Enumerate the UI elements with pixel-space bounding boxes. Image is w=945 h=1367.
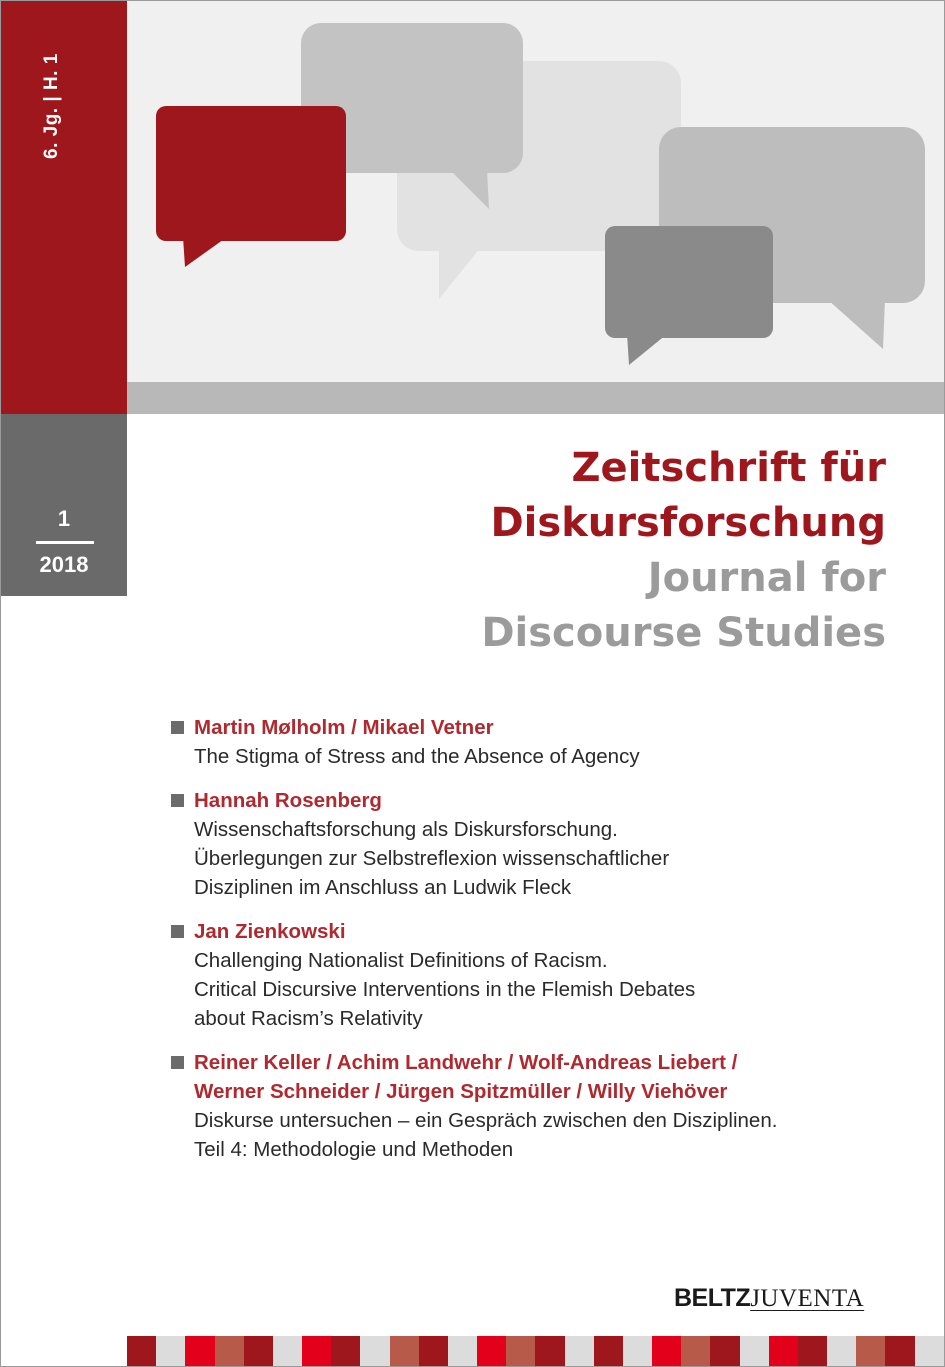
strip-block: [185, 1336, 214, 1366]
volume-label: 6. Jg. | H. 1: [41, 53, 62, 159]
entry-title: The Stigma of Stress and the Absence of Agency: [194, 745, 640, 768]
publisher-logo: [674, 1284, 864, 1314]
table-of-contents: [171, 713, 871, 1179]
strip-block: [885, 1336, 914, 1366]
strip-block: [740, 1336, 769, 1366]
strip-block: [419, 1336, 448, 1366]
strip-block: [535, 1336, 564, 1366]
color-block-strip: [127, 1336, 944, 1366]
entry-authors: Hannah Rosenberg: [194, 789, 382, 812]
strip-block: [769, 1336, 798, 1366]
strip-block: [127, 1336, 156, 1366]
title-english-line2: Discourse Studies: [481, 610, 886, 656]
title-english-line1: Journal for: [647, 555, 886, 601]
strip-block: [506, 1336, 535, 1366]
issue-number: 1: [57, 506, 71, 531]
entry-title: about Racism’s Relativity: [194, 1007, 423, 1030]
strip-block: [681, 1336, 710, 1366]
title-german-line1: Zeitschrift für: [571, 445, 886, 491]
publisher-name-serif: JUVENTA: [750, 1285, 865, 1312]
strip-block: [652, 1336, 681, 1366]
strip-block: [215, 1336, 244, 1366]
issue-year: 2018: [39, 552, 89, 577]
spine-top: [1, 1, 127, 414]
strip-block: [565, 1336, 594, 1366]
strip-block: [244, 1336, 273, 1366]
strip-block: [360, 1336, 389, 1366]
strip-block: [331, 1336, 360, 1366]
strip-block: [915, 1336, 944, 1366]
speech-bubble-dark-icon: [605, 226, 773, 365]
entry-title: Disziplinen im Anschluss an Ludwik Fleck: [194, 876, 572, 899]
entry-authors: Jan Zienkowski: [194, 920, 346, 943]
strip-block: [156, 1336, 185, 1366]
bullet-square-icon: [171, 794, 184, 807]
strip-block: [302, 1336, 331, 1366]
speech-bubble-red-icon: [156, 106, 346, 267]
issue-divider: [36, 541, 94, 544]
strip-block: [710, 1336, 739, 1366]
entry-title: Diskurse untersuchen – ein Gespräch zwischen den Disziplinen.: [194, 1109, 778, 1132]
bullet-square-icon: [171, 1056, 184, 1069]
bullet-square-icon: [171, 721, 184, 734]
speech-bubbles-icon: [127, 1, 944, 382]
strip-block: [477, 1336, 506, 1366]
entry-authors: Martin Mølholm / Mikael Vetner: [194, 716, 494, 739]
entry-title: Teil 4: Methodologie und Methoden: [194, 1138, 514, 1161]
entry-authors: Werner Schneider / Jürgen Spitzmüller / Willy Viehöver: [194, 1080, 728, 1103]
strip-block: [594, 1336, 623, 1366]
entry-title: Critical Discursive Interventions in the Flemish Debates: [194, 978, 696, 1001]
entry-authors: Reiner Keller / Achim Landwehr / Wolf-Andreas Liebert /: [194, 1051, 738, 1074]
entry-title: Wissenschaftsforschung als Diskursforschung.: [194, 818, 618, 841]
toc-entry: [171, 786, 871, 902]
toc-entry: [171, 1048, 871, 1164]
strip-block: [623, 1336, 652, 1366]
entry-title: Challenging Nationalist Definitions of Racism.: [194, 949, 608, 972]
title-german-line2: Diskursforschung: [490, 500, 886, 546]
strip-block: [827, 1336, 856, 1366]
strip-block: [448, 1336, 477, 1366]
bullet-square-icon: [171, 925, 184, 938]
toc-entry: [171, 713, 871, 771]
strip-block: [273, 1336, 302, 1366]
entry-title: Überlegungen zur Selbstreflexion wissenschaftlicher: [194, 847, 670, 870]
publisher-name-bold: BELTZ: [674, 1284, 751, 1312]
toc-entry: [171, 917, 871, 1033]
header-gray-strip: [127, 382, 944, 414]
journal-title: [481, 441, 886, 661]
strip-block: [390, 1336, 419, 1366]
strip-block: [798, 1336, 827, 1366]
strip-block: [856, 1336, 885, 1366]
